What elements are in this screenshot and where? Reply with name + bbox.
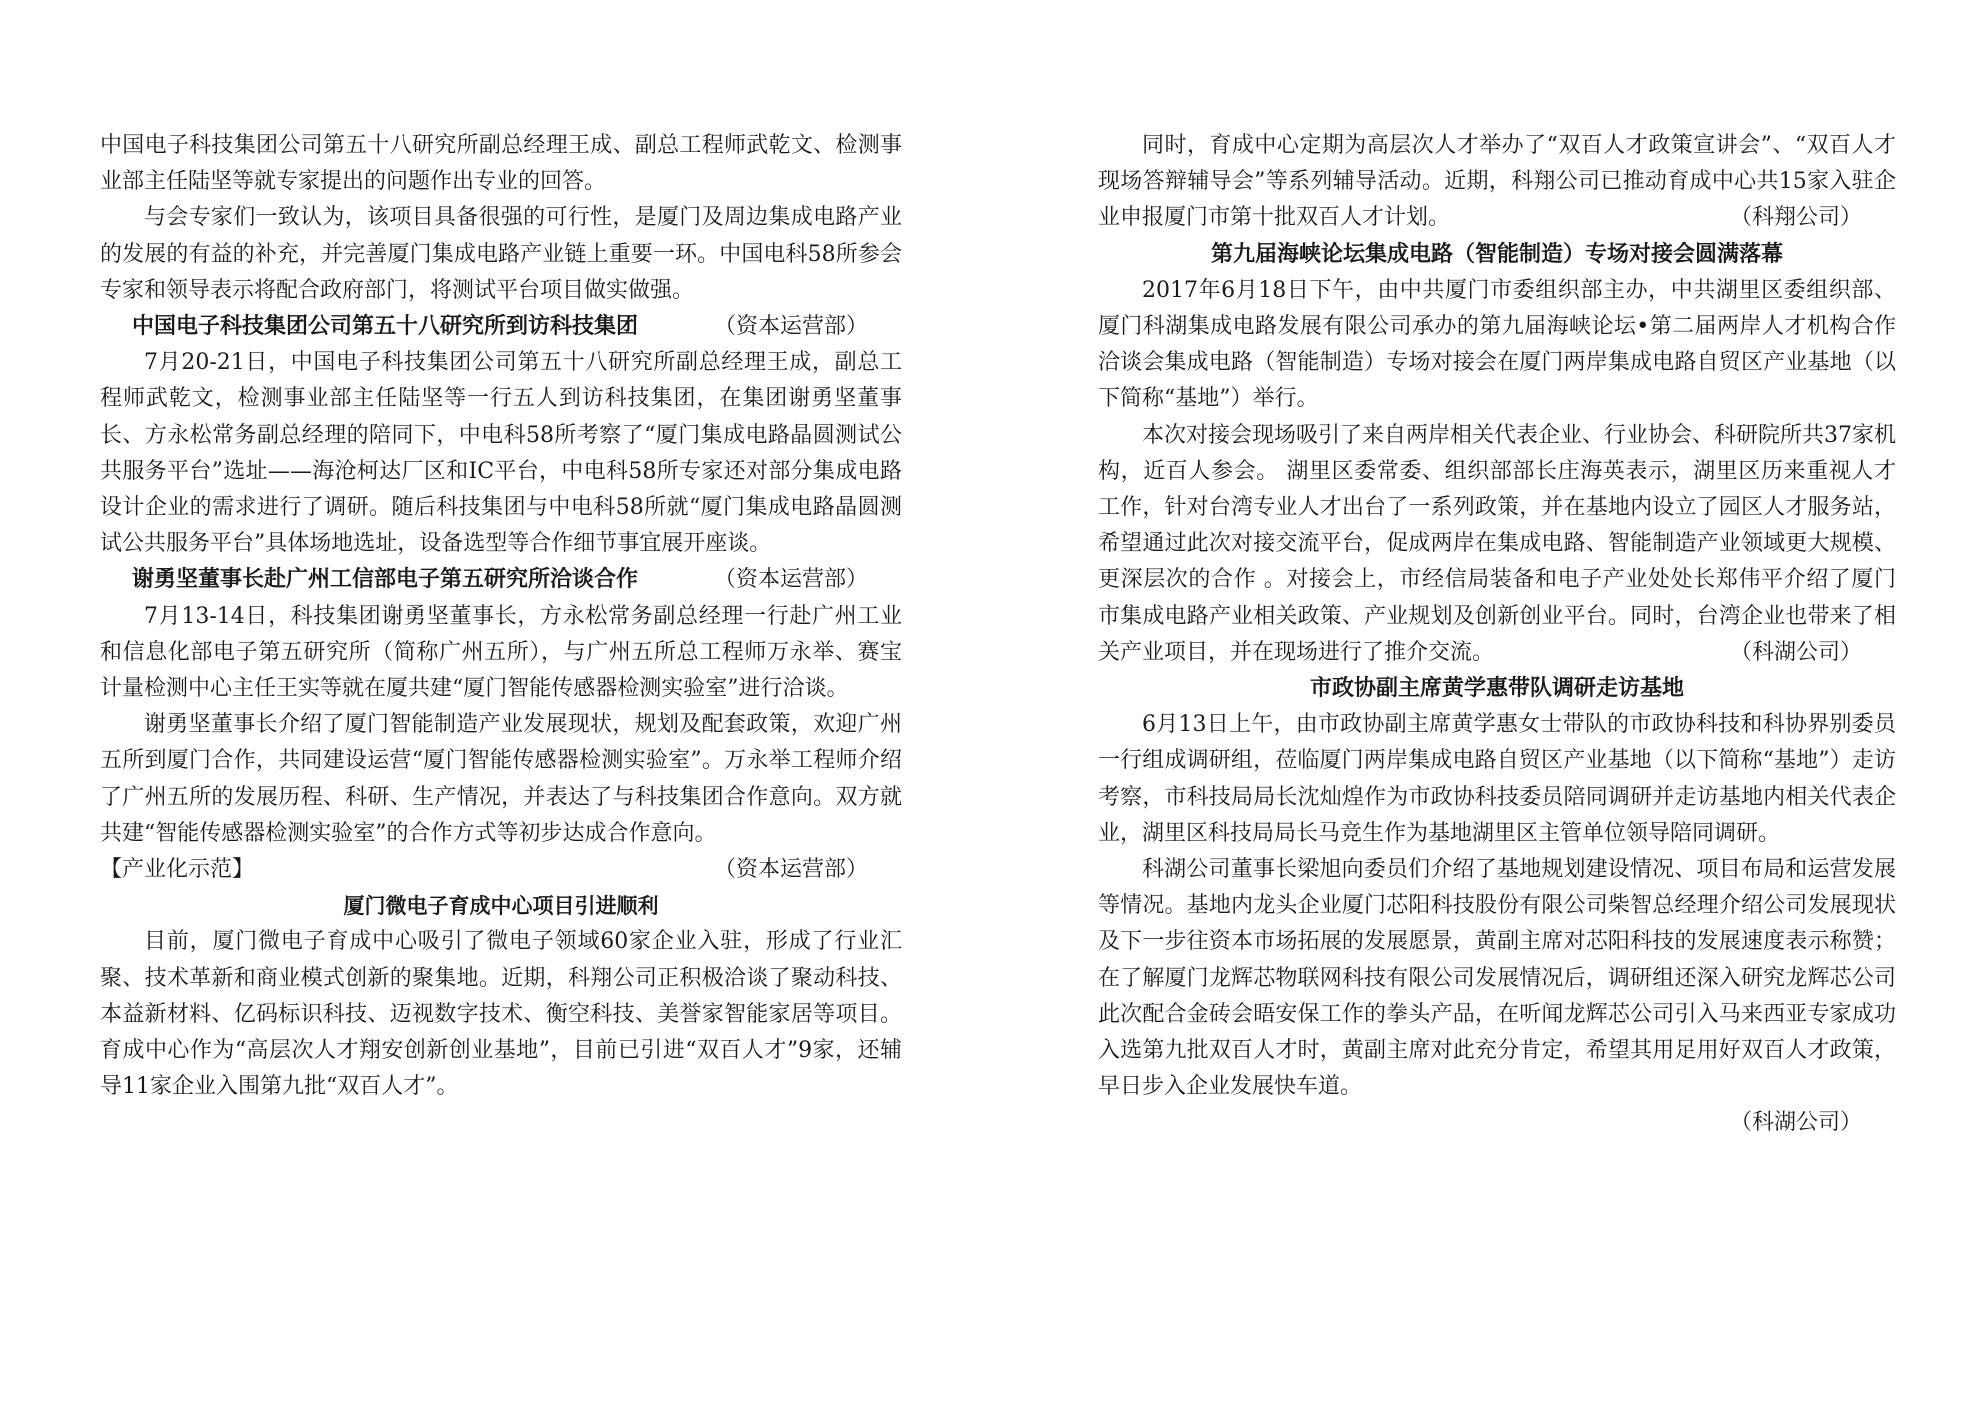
paragraph-text: 与会专家们一致认为，该项目具备很强的可行性，是厦门及周边集成电路产业的发展的有益的补充，并完善厦门集成电路产业链上重要一环。中国电科58所参会专家和领导表示将配合政府部门，将测试平台项目做实做强。 xyxy=(100,205,902,303)
paragraph: 6月13日上午，由市政协副主席黄学惠女士带队的市政协科技和科协界别委员一行组成调研组，莅临厦门两岸集成电路自贸区产业基地（以下简称“基地”）走访考察，市科技局局长沈灿煌作为市政协科技委员陪同调研并走访基地内相关代表企业，湖里区科技局局长马竞生作为基地湖里区主管单位领导陪同调研。 xyxy=(1098,712,1896,846)
paragraph: 7月13-14日，科技集团谢勇坚董事长，方永松常务副总经理一行赴广州工业和信息化部电子第五研究所（简称广州五所），与广州五所总工程师万永举、赛宝计量检测中心主任王实等就在厦共建“厦门智能传感器检测实验室”进行洽谈。 xyxy=(100,603,902,702)
paragraph: 科湖公司董事长梁旭向委员们介绍了基地规划建设情况、项目布局和运营发展等情况。基地内龙头企业厦门芯阳科技股份有限公司柴智总经理介绍公司发展现状及下一步往资本市场拓展的发展愿景，黄副主席对芯阳科技的发展速度表示称赞；在了解厦门龙辉芯物联网科技有限公司发展情况后，调研组还深入研究龙辉芯公司此次配合金砖会晤安保工作的拳头产品，在听闻龙辉芯公司引入马来西亚专家成功入选第九批双百人才时，黄副主席对此充分肯定，希望其用足用好双百人才政策，早日步入企业发展快车道。 xyxy=(1098,857,1896,1100)
paragraph-text: 同时，育成中心定期为高层次人才举办了“双百人才政策宣讲会”、“双百人才现场答辩辅导会”等系列辅导活动。近期，科翔公司已推动育成中心共15家入驻企业申报厦门市第十批双百人才计划。 xyxy=(1098,133,1896,231)
paragraph: 2017年6月18日下午，由中共厦门市委组织部主办，中共湖里区委组织部、厦门科湖集成电路发展有限公司承办的第九届海峡论坛•第二届两岸人才机构合作洽谈会集成电路（智能制造）专场对接会在厦门两岸集成电路自贸区产业基地（以下简称“基地”）举行。 xyxy=(1098,277,1896,412)
left-column xyxy=(100,128,902,1105)
paragraph-text: 谢勇坚董事长介绍了厦门智能制造产业发展现状，规划及配套政策，欢迎广州五所到厦门合作，共同建设运营“厦门智能传感器检测实验室”。万永举工程师介绍了广州五所的发展历程、科研、生产情况，并表达了与科技集团合作意向。双方就共建“智能传感器检测实验室”的合作方式等初步达成合作意向。 xyxy=(100,712,902,846)
source-attribution: （资本运营部） xyxy=(713,567,868,593)
source-attribution: （资本运营部） xyxy=(713,314,868,340)
section-tag: 【产业化示范】 xyxy=(100,857,255,883)
source-attribution: （资本运营部） xyxy=(713,857,868,883)
source-attribution: （科湖公司） xyxy=(1729,639,1862,665)
article-title: 中国电子科技集团公司第五十八研究所到访科技集团 xyxy=(131,314,638,340)
paragraph xyxy=(1098,418,1896,671)
source-attribution: （科湖公司） xyxy=(1729,1110,1862,1136)
article-title: 厦门微电子育成中心项目引进顺利 xyxy=(343,894,659,919)
paragraph xyxy=(1098,128,1896,237)
right-column xyxy=(1098,128,1896,1142)
paragraph-text: 7月20-21日，中国电子科技集团公司第五十八研究所副总经理王成，副总工程师武乾文，检测事业部主任陆坚等一行五人到访科技集团，在集团谢勇坚董事长、方永松常务副总经理的陪同下，中电科58所考察了“厦门集成电路晶圆测试公共服务平台”选址——海沧柯达厂区和IC平台，中电科58所专家还对部分集成电路设计企业的需求进行了调研。随后科技集团与中电科58所就“厦门集成电路晶圆测试公共服务平台”具体场地选址，设备选型等合作细节事宜展开座谈。 xyxy=(100,350,902,557)
source-attribution: （科翔公司） xyxy=(1729,205,1862,231)
paragraph: 目前，厦门微电子育成中心吸引了微电子领域60家企业入驻，形成了行业汇聚、技术革新和商业模式创新的聚集地。近期，科翔公司正积极洽谈了聚动科技、本益新材料、亿码标识科技、迈视数字技术、衡空科技、美誉家智能家居等项目。育成中心作为“高层次人才翔安创新创业基地”，目前已引进“双百人才”9家，还辅导11家企业入围第九批“双百人才”。 xyxy=(100,929,902,1100)
paragraph-text: 本次对接会现场吸引了来自两岸相关代表企业、行业协会、科研院所共37家机构，近百人参会。 湖里区委常委、组织部部长庄海英表示，湖里区历来重视人才工作，针对台湾专业人才出台了一系列政策，并在基地内设立了园区人才服务站，希望通过此次对接交流平台，促成两岸在集成电路、智能制造产业领域更大规模、更深层次的合作 。对接会上，市经信局装备和电子产业处处长郑伟平介绍了厦门市集成电路产业相关政策、产业规划及创新创业平台。同时，台湾企业也带来了相关产业项目，并在现场进行了推介交流。 xyxy=(1098,422,1896,665)
article-title: 市政协副主席黄学惠带队调研走访基地 xyxy=(1309,676,1684,702)
article-title: 谢勇坚董事长赴广州工信部电子第五研究所洽谈合作 xyxy=(131,567,638,593)
paragraph: 中国电子科技集团公司第五十八研究所副总经理王成、副总工程师武乾文、检测事业部主任陆坚等就专家提出的问题作出专业的回答。 xyxy=(100,133,902,195)
article-title: 第九届海峡论坛集成电路（智能制造）专场对接会圆满落幕 xyxy=(1210,241,1783,267)
